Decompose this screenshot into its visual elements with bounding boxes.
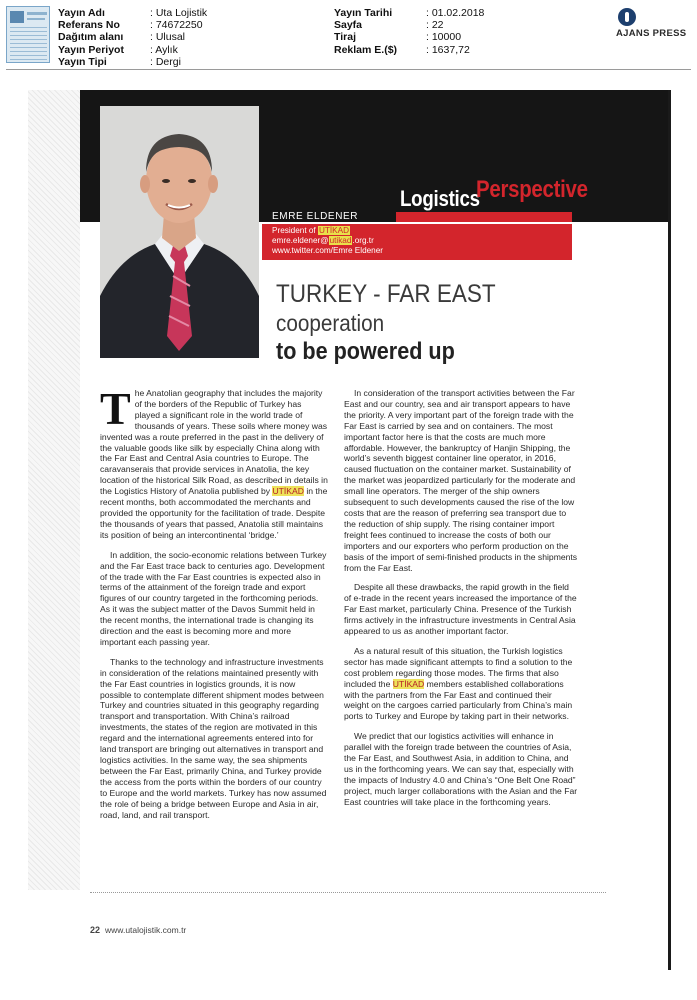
meta-value: : 22 [426, 19, 444, 32]
article-column-right [344, 388, 578, 817]
meta-value: : Dergi [150, 55, 181, 68]
meta-key: Tiraj [334, 31, 356, 44]
meta-value: : 74672250 [150, 19, 203, 32]
section-title-underbar [396, 212, 572, 222]
article-paragraph: Thanks to the technology and infrastructure investments in consideration of the relations maintained presently with the Far East countries in logistics grounds, it is now possible to contemplate different shipment modes between Turkey and countries situated in this geography regarding transport and transportation. With China’s railroad investments, the states of the region are motivated in this regard and the international agreements entered into for land transport are bringing out alternatives in transport and logistics activities. In the same way, the sea shipments between the Far East, primarily China, and Turkey provide the access from the ports within the borders of our country to Europe and the world markets. Turkey has now assumed the role of being a bridge between Europe and Asia in air, road, land, and rail transport. [100, 656, 327, 820]
article-column-left [100, 383, 328, 829]
meta-row [58, 56, 207, 68]
author-portrait-image [100, 106, 259, 358]
meta-value: : Ulusal [150, 31, 186, 44]
meta-key: Sayfa [334, 19, 363, 32]
meta-row [58, 19, 207, 31]
headline-line-2: cooperation [276, 310, 385, 336]
article-paragraph: We predict that our logistics activities will enhance in parallel with the foreign trade between the countries of Asia, the Far East, and Southwest Asia, in addition to China, and us in the forthcoming years. We can say that, especially with the impacts of Industry 4.0 and China’s “One Belt One Road” project, much larger collaborations with the Asian and the Far East countries will take place in the forthcoming years. [344, 731, 578, 807]
clipping-thumbnail [6, 6, 50, 63]
meta-key: Referans No [58, 19, 120, 32]
page-footer [90, 925, 186, 935]
meta-key: Yayın Periyot [58, 43, 124, 56]
author-email-org: utikad [329, 236, 352, 245]
page-edge [668, 90, 671, 970]
meta-value: : 01.02.2018 [426, 7, 485, 19]
header-divider [6, 69, 691, 70]
headline-line-3: to be powered up [276, 338, 455, 365]
meta-key: Dağıtım alanı [58, 31, 124, 44]
agency-name: AJANS PRESS [616, 28, 687, 39]
author-role-prefix: President of [272, 226, 318, 235]
article-paragraph [344, 646, 578, 722]
meta-row [334, 7, 484, 19]
section-title-perspective: Perspective [476, 176, 588, 203]
agency-emblem-icon [618, 8, 636, 26]
paragraph-text: As a natural result of this situation, the Turkish logistics sector has made significant attempts to find a solution to the cost problem regarding those modes. The firms that also included the [344, 645, 573, 689]
article-paragraph [100, 383, 328, 541]
article-paragraph: In consideration of the transport activities between the Far East and our country, sea and air transport appears to have the priority. A very important part of the foreign trade with the Far East is carried by sea and on containers. The most important factor here is that the costs are much more affordable. However, the bankruptcy of Hanjin Shipping, the world’s seventh biggest container line operator, in 2016, caused fluctuation on the container market. Sustainability of the market was jeopardized particularly for the moderate and small line operators. The merger of the ship owners subsequent to such developments caused the rise of the low costs that are the reason of preferring sea transport due to the reduction of ship supply. The rising container import freight fees continued to increase the costs of both our importers and our exporters who perform production on the basis of the import of semi-finished products in the shipments from the Far East. [344, 388, 578, 573]
page-gutter-shade [28, 90, 80, 890]
footer-website[interactable]: www.utalojistik.com.tr [105, 925, 187, 935]
utikad-highlight: UTİKAD [272, 486, 304, 497]
paragraph-text: members established collaborations with the partners from the Far East and continued their weight on the cargoes carried particularly from China’s main ports to Turkey and Europe by taking part in their networks. [344, 678, 573, 722]
paragraph-text: in the recent months, both accommodated the merchants and provided the opportunity for the facilitation of trade. Despite the thousands of years that passed, Anatolia still maintains its position of being an intercontinental ‘bridge.’ [100, 486, 328, 540]
drop-cap: T [100, 383, 131, 434]
meta-row [58, 31, 207, 43]
meta-key: Yayın Tipi [58, 55, 107, 68]
author-twitter[interactable]: www.twitter.com/Emre Eldener [272, 246, 384, 255]
meta-value: : Aylık [150, 43, 178, 56]
article-paragraph: In addition, the socio-economic relations between Turkey and the Far East trace back to centuries ago. Development of the trade with the Far East countries is expected also in terms of the attainment of the foreign trade and export figures of our country targeted in the forthcoming periods. As it was the subject matter of the Davos Summit held in the recent months, the international trade is changing its direction and the east is becoming more and more important each passing year. [100, 549, 327, 647]
meta-row [334, 19, 484, 31]
meta-value: : Uta Lojistik [150, 7, 208, 19]
meta-row [58, 44, 207, 56]
author-email-domain: .org.tr [352, 236, 374, 245]
meta-key: Yayın Tarihi [334, 7, 393, 19]
clipping-meta-left [58, 7, 207, 68]
author-name: EMRE ELDENER [272, 211, 359, 222]
meta-row [334, 44, 484, 56]
meta-key: Yayın Adı [58, 7, 105, 19]
meta-row [58, 7, 207, 19]
page-number: 22 [90, 925, 101, 935]
clipping-meta-right [334, 7, 484, 56]
headline-line-1: TURKEY - FAR EAST [276, 280, 496, 308]
author-email[interactable] [272, 236, 374, 245]
section-title-logistics: Logistics [400, 186, 480, 211]
author-org: UTİKAD [318, 226, 349, 235]
author-photo [100, 106, 259, 358]
agency-logo [616, 8, 690, 39]
author-role [272, 226, 350, 235]
meta-value: : 1637,72 [426, 43, 470, 56]
meta-key: Reklam E.($) [334, 43, 398, 56]
meta-row [334, 31, 484, 43]
author-email-user: emre.eldener@ [272, 236, 329, 245]
article-paragraph: Despite all these drawbacks, the rapid growth in the field of e-trade in the recent years increased the importance of the Far East market, particularly China. Presence of the Turkish firms actively in the infrastructure investments in Central Asia appeared to us as another important factor. [344, 582, 577, 637]
meta-value: : 10000 [426, 31, 462, 44]
paragraph-text: he Anatolian geography that includes the majority of the borders of the Republic of Turkey has played a significant role in the world trade of thousands of years. These soils where money was invented was a route preferred in the past in the delivery of the valuable goods like silk by especially China along with the Far East and Central Asia countries to Europe. The caravanserais that provide services in Anatolia, the key location of the historical Silk Road, as described in details in the Logistics History of Anatolia published by [100, 388, 328, 497]
footer-divider [90, 892, 606, 893]
utikad-highlight: UTİKAD [392, 678, 425, 689]
